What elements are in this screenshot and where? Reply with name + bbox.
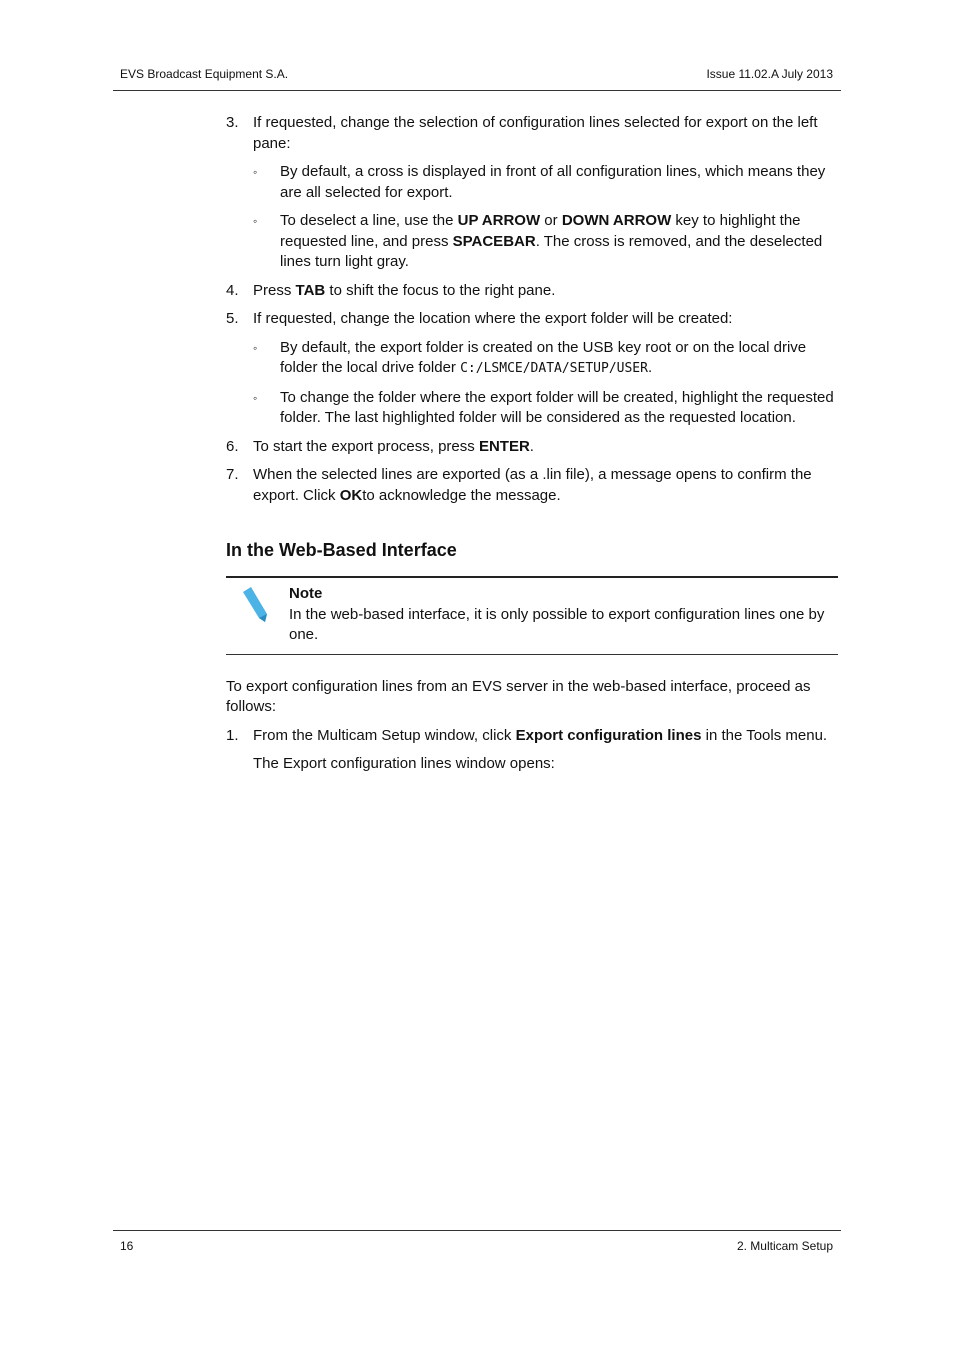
sub-item (253, 211, 838, 273)
step-text: to shift the focus to the right pane. (325, 281, 556, 299)
step-b-1 (226, 726, 838, 775)
step-text: to acknowledge the message. (362, 486, 561, 504)
step-number: 1. (226, 726, 239, 744)
sub-text: . The cross is removed, and the deselected lines turn light gray. (280, 232, 823, 270)
page-header (113, 66, 841, 91)
step-number: 3. (226, 114, 239, 131)
step-6 (226, 437, 838, 458)
section-title: In the Web-Based Interface (226, 540, 457, 560)
step-followup: The Export configuration lines window opens: (253, 755, 555, 772)
step-number: 4. (226, 281, 239, 299)
page-number: 16 (120, 1239, 134, 1253)
sub-text: By default, a cross is displayed in front of all configuration lines, which means they are all selected for export. (280, 163, 826, 201)
sub-text: By default, the export folder is created on the USB key root or on the local drive folder the local drive folder (280, 338, 807, 376)
bullet-icon: ◦ (253, 340, 258, 355)
folder-path: C:/LSMCE/DATA/SETUP/USER (460, 361, 648, 376)
sub-item (253, 338, 838, 380)
step-text: When the selected lines are exported (as a .lin file), a message opens to confirm the export. Click (253, 466, 812, 504)
page-content (226, 113, 838, 783)
step-number: 6. (226, 437, 239, 455)
chapter-title: 2. Multicam Setup (736, 1239, 833, 1253)
step-text: To start the export process, press (253, 437, 479, 455)
note-box (226, 576, 838, 655)
step-text: . (529, 437, 534, 455)
ok-label: OK (339, 486, 363, 504)
key-tab: TAB (295, 281, 326, 299)
key-spacebar: SPACEBAR (452, 232, 536, 250)
step-5 (226, 309, 838, 429)
bullet-icon: ◦ (253, 165, 258, 179)
key-enter: ENTER (478, 437, 530, 455)
sub-item (253, 162, 838, 203)
menu-command: Export configuration lines (515, 726, 702, 744)
header-company: EVS Broadcast Equipment S.A. (120, 67, 289, 81)
step-number: 5. (226, 310, 239, 327)
sub-text: or (540, 212, 562, 229)
intro-paragraph: To export configuration lines from an EVS server in the web-based interface, proceed as follows: (226, 677, 811, 715)
header-issue: Issue 11.02.A July 2013 (706, 67, 833, 81)
pencil-icon (240, 586, 272, 624)
step-3 (226, 113, 838, 273)
sub-text: . (647, 359, 653, 376)
step-text: If requested, change the selection of configuration lines selected for export on the left pane: (253, 114, 818, 152)
key-up-arrow: UP ARROW (457, 212, 541, 229)
page-footer (113, 1230, 841, 1255)
sub-item (253, 388, 838, 429)
step-text: If requested, change the location where the export folder will be created: (253, 310, 733, 327)
sub-text: key to highlight the requested line, and press (280, 212, 801, 250)
step-text: From the Multicam Setup window, click (253, 726, 516, 744)
sub-text: To deselect a line, use the (280, 212, 458, 229)
step-7 (226, 465, 838, 506)
bullet-icon: ◦ (253, 390, 258, 405)
sub-text: To change the folder where the export folder will be created, highlight the requested folder. The last highlighted folder will be considered as the requested location. (280, 388, 834, 426)
step-4 (226, 281, 838, 302)
step-text: Press (253, 281, 296, 299)
bullet-icon: ◦ (253, 214, 258, 228)
step-text: in the Tools menu. (701, 726, 828, 744)
note-text: In the web-based interface, it is only possible to export configuration lines one by one. (289, 605, 825, 643)
note-title: Note (289, 585, 323, 602)
key-down-arrow: DOWN ARROW (561, 212, 672, 229)
step-number: 7. (226, 466, 239, 483)
